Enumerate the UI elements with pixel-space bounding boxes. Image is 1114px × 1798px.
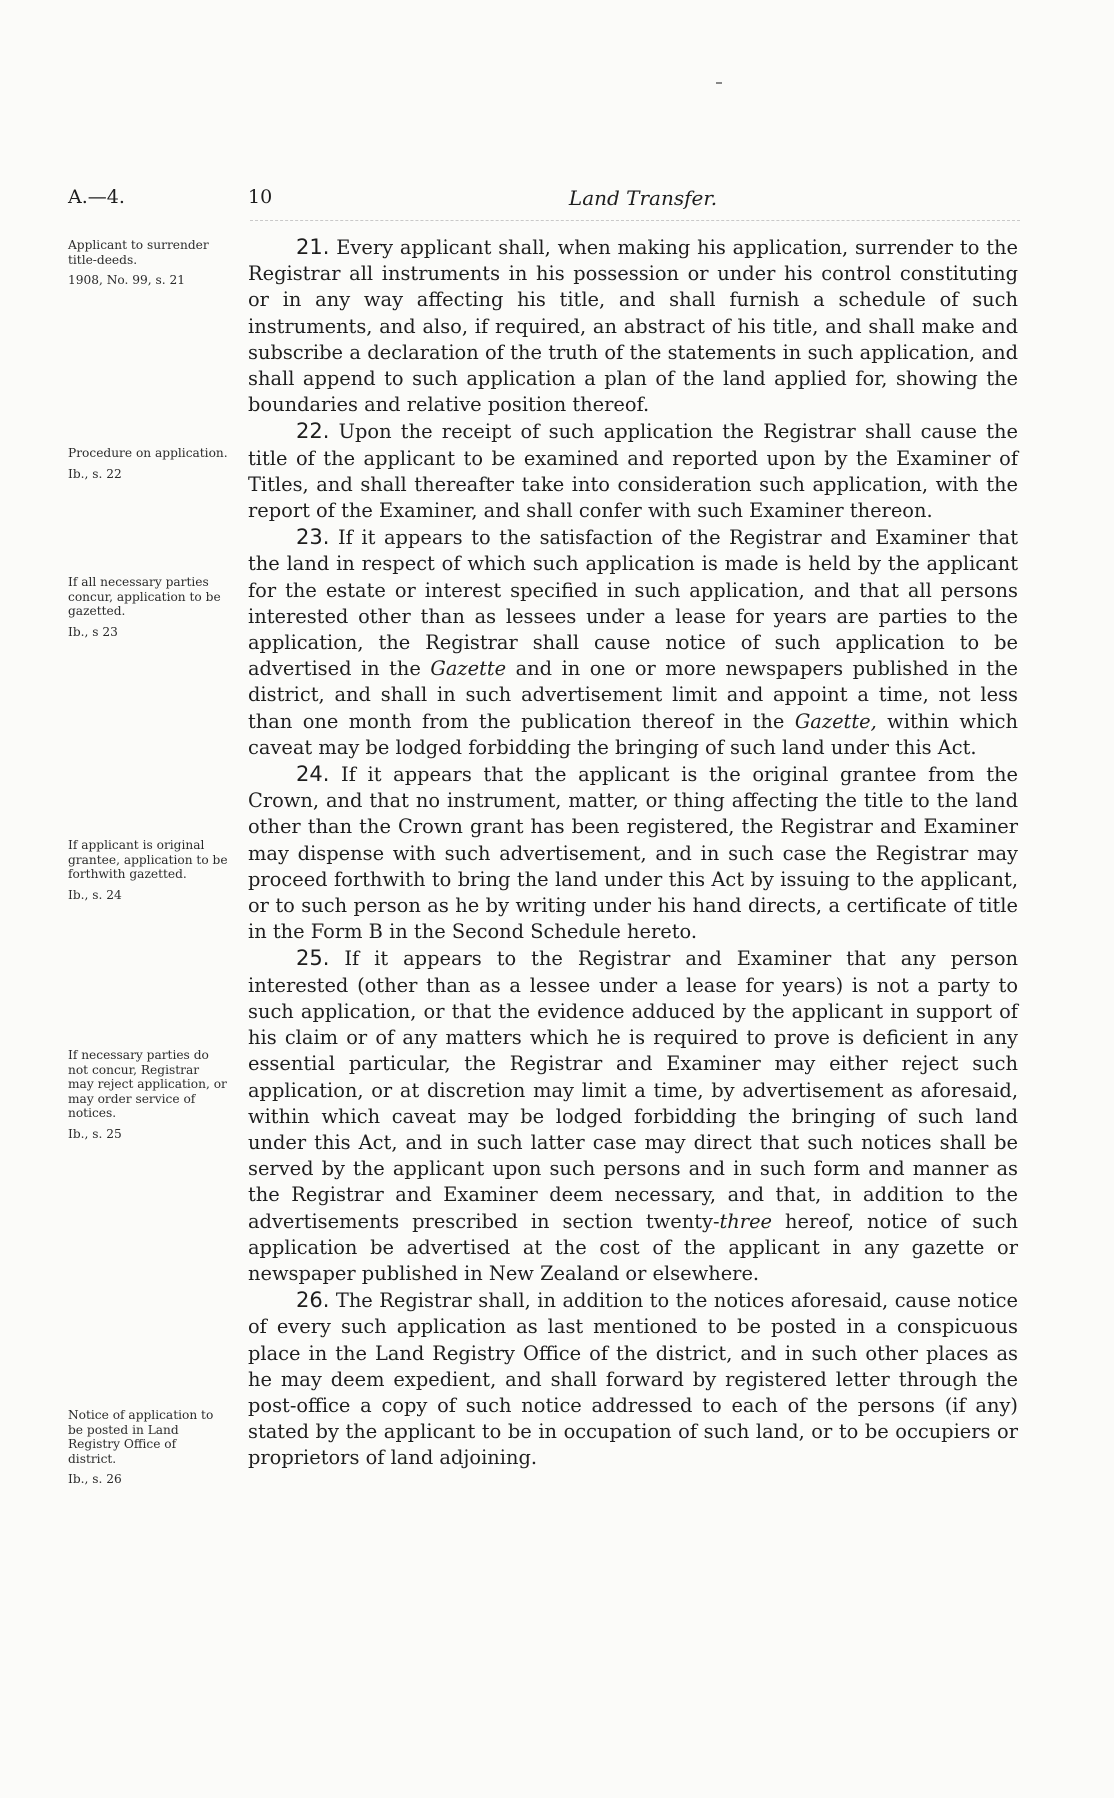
gazette-italic: Gazette: [430, 657, 507, 681]
section-text-part: within which caveat may be lodged forbidding the bringing of such land under this Act.: [248, 709, 1018, 759]
header-rule: [250, 220, 1020, 221]
margin-citation: Ib., s. 24: [68, 887, 122, 902]
parliamentary-paper-ref: A.—4.: [68, 186, 125, 208]
section-text: If it appears that the applicant is the original grantee from the Crown, and that no instrument, matter, or thing affecting the title to the land other than the Crown grant has been registered, the Registrar and Examiner may dispense with such advertisement, and in such case the Registrar may proceed forthwith to bring the land under this Act by issuing to the applicant, or to such person as he by writing under his hand directs, a certificate of title in the Form B in the Second Schedule hereto.: [248, 763, 1018, 944]
section-number: 25.: [296, 946, 330, 971]
section-number: 23.: [296, 525, 330, 550]
section-21: [248, 234, 1018, 418]
section-number: 26.: [296, 1288, 330, 1313]
page-number: 10: [248, 186, 273, 208]
margin-note-24: [68, 838, 228, 902]
page-header: [68, 186, 1018, 216]
section-number: 22.: [296, 419, 330, 444]
margin-note-23: [68, 575, 228, 639]
section-22: [248, 418, 1018, 524]
margin-note-text: Procedure on application.: [68, 446, 228, 460]
margin-note-text: Applicant to surrender title-deeds.: [68, 238, 209, 267]
margin-note-text: If applicant is original grantee, application to be forthwith gazetted.: [68, 838, 228, 882]
margin-citation: 1908, No. 99, s. 21: [68, 273, 186, 288]
margin-citation: Ib., s. 22: [68, 466, 122, 481]
margin-citation: Ib., s. 25: [68, 1126, 122, 1141]
number-italic: three: [719, 1209, 773, 1233]
section-24: [248, 761, 1018, 945]
body-text: [248, 234, 1018, 1472]
running-title: Land Transfer.: [568, 186, 718, 210]
margin-citation: Ib., s. 26: [68, 1472, 122, 1487]
gazette-italic: Gazette,: [794, 709, 877, 733]
section-25: [248, 945, 1018, 1287]
margin-note-26: [68, 1408, 228, 1487]
section-text-part: and in one or more newspapers published in the district, and shall in such advertisement limit and appoint a time, not less than one month from the publication thereof in the: [248, 657, 1018, 733]
margin-note-25: [68, 1048, 228, 1142]
margin-note-text: Notice of application to be posted in Land Registry Office of district.: [68, 1408, 214, 1466]
section-text: The Registrar shall, in addition to the notices aforesaid, cause notice of every such application as last mentioned to be posted in a conspicuous place in the Land Registry Office of the district, and in such other places as he may deem expedient, and shall forward by registered letter through the post-office a copy of such notice addressed to each of the persons (if any) stated by the applicant to be in occupation of such land, or to be occupiers or proprietors of land adjoining.: [248, 1289, 1018, 1470]
margin-note-22: [68, 446, 228, 481]
section-text-part: If it appears to the Registrar and Examiner that any person interested (other than as a lessee under a lease for years) is not a party to such application, or that the evidence adduced by the applicant in support of his claim or of any matters which he is required to prove is deficient in any essential particular, the Registrar and Examiner may either reject such application, or at discretion may limit a time, by advertisement as aforesaid, within which caveat may be lodged forbidding the bringing of such land under this Act, and in such latter case may direct that such notices shall be served by the applicant upon such persons and in such form and manner as the Registrar and Examiner deem necessary, and that, in addition to the advertisements prescribed in section twenty-: [248, 947, 1018, 1233]
section-26: [248, 1287, 1018, 1471]
scan-speck: [716, 82, 722, 84]
section-text: Every applicant shall, when making his application, surrender to the Registrar all instruments in his possession or under his control constituting or in any way affecting his title, and shall furnish a schedule of such instruments, and also, if required, an abstract of his title, and shall make and subscribe a declaration of the truth of the statements in such application, and shall append to such application a plan of the land applied for, showing the boundaries and relative position thereof.: [248, 236, 1018, 417]
section-number: 24.: [296, 762, 330, 787]
section-23: [248, 524, 1018, 761]
margin-note-text: If necessary parties do not concur, Registrar may reject application, or may order service of notices.: [68, 1048, 227, 1121]
margin-citation: Ib., s 23: [68, 624, 118, 639]
section-text-part: If it appears to the satisfaction of the Registrar and Examiner that the land in respect of which such application is made is held by the applicant for the estate or interest specified in such application, and that all persons interested other than as lessees under a lease for years are parties to the application, the Registrar shall cause notice of such application to be advertised in the: [248, 526, 1018, 681]
section-text: Upon the receipt of such application the Registrar shall cause the title of the applicant to be examined and reported upon by the Examiner of Titles, and shall thereafter take into consideration such application, with the report of the Examiner, and shall confer with such Examiner thereon.: [248, 420, 1018, 523]
margin-note-21: [68, 238, 228, 288]
margin-note-text: If all necessary parties concur, application to be gazetted.: [68, 575, 221, 619]
section-text-part: hereof, notice of such application be advertised at the cost of the applicant in any gazette or newspaper published in New Zealand or elsewhere.: [248, 1209, 1018, 1285]
section-number: 21.: [296, 235, 330, 259]
